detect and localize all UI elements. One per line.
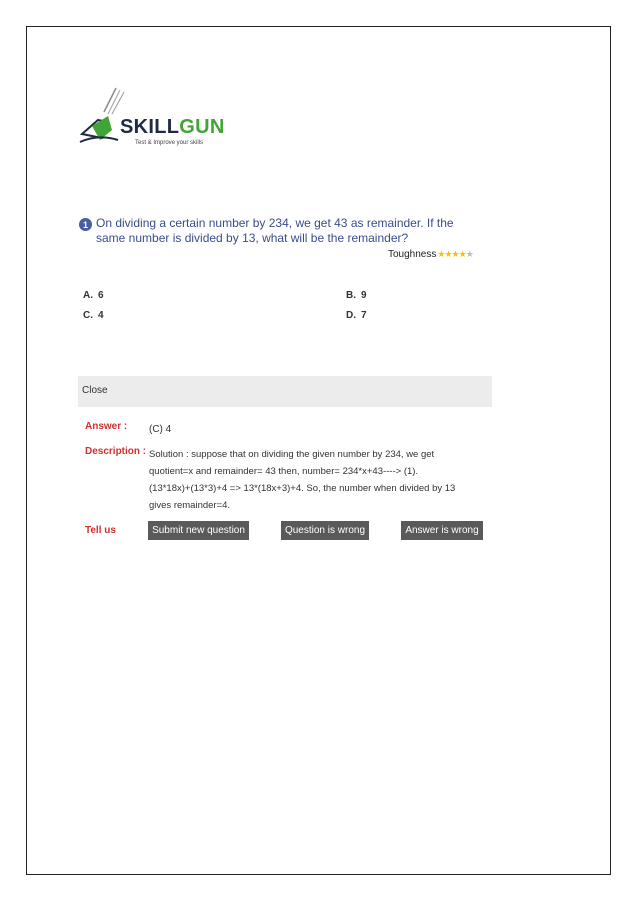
toughness-label: Toughness [388, 249, 437, 260]
logo-wordmark [120, 117, 225, 137]
question-is-wrong-button[interactable]: Question is wrong [281, 521, 369, 540]
option-d[interactable] [346, 310, 367, 321]
description-line: (13*18x)+(13*3)+4 => 13*(18x+3)+4. So, the number when divided by 13 [149, 483, 456, 494]
option-letter: A. [83, 290, 93, 301]
option-letter: B. [346, 290, 356, 301]
option-a[interactable] [83, 290, 104, 301]
star-icon: ★ [437, 249, 445, 259]
answer-label: Answer : [85, 421, 128, 432]
toughness-rating [388, 249, 473, 260]
description-line: quotient=x and remainder= 43 then, number= 234*x+43----> (1). [149, 466, 419, 477]
logo-tagline: Test & Improve your skills [135, 140, 204, 146]
description-line: Solution : suppose that on dividing the given number by 234, we get [149, 449, 435, 460]
close-bar[interactable] [78, 376, 492, 407]
option-c[interactable] [83, 310, 104, 321]
star-empty-icon: ★ [465, 249, 473, 259]
option-value: 7 [361, 310, 367, 321]
submit-new-question-button[interactable]: Submit new question [148, 521, 249, 540]
skillgun-logo [78, 86, 228, 148]
logo-skill-text: SKILL [120, 116, 180, 138]
answer-is-wrong-button[interactable]: Answer is wrong [401, 521, 483, 540]
star-icon: ★ [458, 249, 466, 259]
option-letter: D. [346, 310, 356, 321]
question-text: On dividing a certain number by 234, we get 43 as remainder. If the same number is divided by 13, what will be the remainder? [96, 216, 454, 245]
option-value: 4 [98, 310, 104, 321]
option-letter: C. [83, 310, 93, 321]
star-icon: ★ [444, 249, 452, 259]
star-icon: ★ [451, 249, 459, 259]
option-value: 9 [361, 290, 367, 301]
description-line: gives remainder=4. [149, 500, 231, 511]
description-text [149, 446, 479, 514]
answer-value: (C) 4 [149, 424, 172, 435]
close-link[interactable]: Close [82, 385, 108, 396]
tell-us-label: Tell us [85, 525, 116, 536]
star-rating [437, 249, 472, 260]
description-label: Description : [85, 446, 147, 457]
option-value: 6 [98, 290, 104, 301]
question-number-badge: 1 [79, 218, 92, 231]
option-b[interactable] [346, 290, 367, 301]
logo-gun-text: GUN [179, 116, 225, 138]
